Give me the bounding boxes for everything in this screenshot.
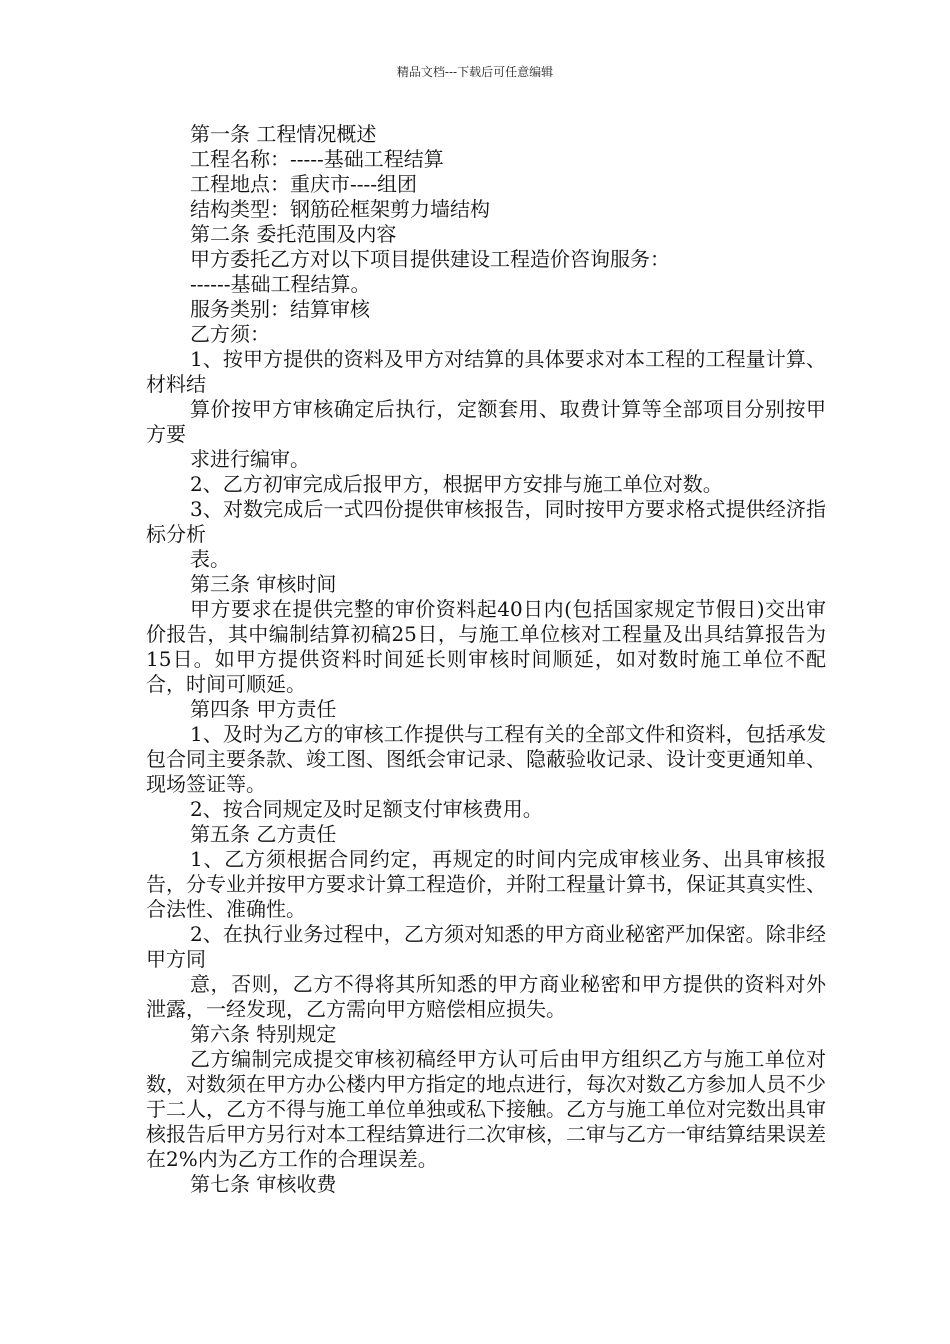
page-header: 精品文档---下载后可任意编辑 <box>396 65 554 79</box>
commission-project: ------基础工程结算。 <box>190 272 371 296</box>
duty-item-3-part-a: 3、对数完成后一式四份提供审核报告，同时按甲方要求格式提供经济指标分析 <box>146 497 826 546</box>
duty-item-2: 2、乙方初审完成后报甲方，根据甲方安排与施工单位对数。 <box>190 472 723 496</box>
article-6-body: 乙方编制完成提交审核初稿经甲方认可后由甲方组织乙方与施工单位对数，对数须在甲方办公楼内甲方指定的地点进行，每次对数乙方参加人员不少于二人，乙方不得与施工单位单独或私下接触。乙方与施工单位对完数出具审核报告后甲方另行对本工程结算进行二次审核，二审与乙方一审结算结果误差在2%内为乙方工作的合理误差。 <box>146 1047 826 1171</box>
document-body <box>146 122 826 1197</box>
party-b-duties-label: 乙方须： <box>190 322 270 346</box>
party-b-item-2-part-a: 2、在执行业务过程中，乙方须对知悉的甲方商业秘密严加保密。除非经甲方同 <box>146 922 826 971</box>
duty-item-1-part-b: 算价按甲方审核确定后执行，定额套用、取费计算等全部项目分别按甲方要 <box>146 397 826 446</box>
duty-item-1-part-a: 1、按甲方提供的资料及甲方对结算的具体要求对本工程的工程量计算、材料结 <box>146 347 826 396</box>
party-b-item-1: 1、乙方须根据合同约定，再规定的时间内完成审核业务、出具审核报告，分专业并按甲方要求计算工程造价，并附工程量计算书，保证其真实性、合法性、准确性。 <box>146 847 826 921</box>
article-5-title: 第五条 乙方责任 <box>190 822 337 846</box>
project-location: 工程地点：重庆市----组团 <box>190 172 418 196</box>
service-category: 服务类别：结算审核 <box>190 297 370 321</box>
article-6-title: 第六条 特别规定 <box>190 1022 337 1046</box>
article-3-title: 第三条 审核时间 <box>190 572 337 596</box>
structure-type: 结构类型：钢筋砼框架剪力墙结构 <box>190 197 490 221</box>
commission-intro: 甲方委托乙方对以下项目提供建设工程造价咨询服务： <box>190 247 670 271</box>
party-a-item-1: 1、及时为乙方的审核工作提供与工程有关的全部文件和资料，包括承发包合同主要条款、竣工图、图纸会审记录、隐蔽验收记录、设计变更通知单、现场签证等。 <box>146 722 826 796</box>
article-3-body: 甲方要求在提供完整的审价资料起40日内(包括国家规定节假日)交出审价报告，其中编制结算初稿25日，与施工单位核对工程量及出具结算报告为15日。如甲方提供资料时间延长则审核时间顺延，如对数时施工单位不配合，时间可顺延。 <box>146 597 826 696</box>
duty-item-3-part-b: 表。 <box>190 547 230 571</box>
party-a-item-2: 2、按合同规定及时足额支付审核费用。 <box>190 797 543 821</box>
article-7-title: 第七条 审核收费 <box>190 1172 337 1196</box>
party-b-item-2-part-b: 意，否则，乙方不得将其所知悉的甲方商业秘密和甲方提供的资料对外泄露，一经发现，乙方需向甲方赔偿相应损失。 <box>146 972 826 1021</box>
article-1-title: 第一条 工程情况概述 <box>190 122 377 146</box>
project-name: 工程名称：-----基础工程结算 <box>190 147 444 171</box>
article-2-title: 第二条 委托范围及内容 <box>190 222 397 246</box>
article-4-title: 第四条 甲方责任 <box>190 697 337 721</box>
duty-item-1-part-c: 求进行编审。 <box>190 447 310 471</box>
